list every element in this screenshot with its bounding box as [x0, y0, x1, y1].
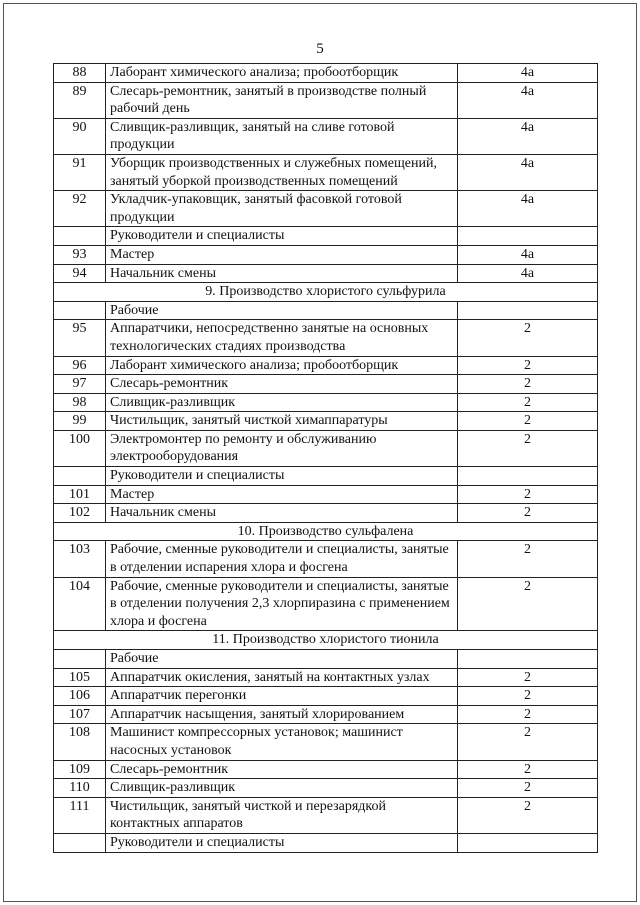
- table-row: [54, 245, 598, 264]
- row-profession: Рабочие: [106, 301, 458, 320]
- row-number: [54, 467, 106, 486]
- row-number: 104: [54, 577, 106, 631]
- table-row: [54, 191, 598, 227]
- row-profession: Аппаратчик перегонки: [106, 687, 458, 706]
- row-number: 88: [54, 64, 106, 83]
- table-body: [54, 64, 598, 853]
- row-category: 2: [458, 760, 598, 779]
- row-category: 2: [458, 356, 598, 375]
- table-row: [54, 760, 598, 779]
- table-row: [54, 412, 598, 431]
- table-row: [54, 467, 598, 486]
- table-row: [54, 118, 598, 154]
- row-category: [458, 833, 598, 852]
- table-row: [54, 779, 598, 798]
- row-category: 2: [458, 724, 598, 760]
- page-number: 5: [316, 41, 324, 57]
- row-profession: Сливщик-разливщик: [106, 393, 458, 412]
- row-profession: Рабочие, сменные руководители и специалисты, занятые в отделении получения 2,3 хлорпиразина с применением хлора и фосгена: [106, 577, 458, 631]
- row-profession: Слесарь-ремонтник: [106, 760, 458, 779]
- profession-table: [53, 63, 598, 853]
- row-category: 2: [458, 412, 598, 431]
- row-number: 95: [54, 320, 106, 356]
- row-number: 90: [54, 118, 106, 154]
- table-row: [54, 833, 598, 852]
- table-row: [54, 430, 598, 466]
- row-category: 2: [458, 779, 598, 798]
- row-profession: Рабочие: [106, 650, 458, 669]
- row-category: 4а: [458, 154, 598, 190]
- row-profession: Сливщик-разливщик: [106, 779, 458, 798]
- row-profession: Мастер: [106, 245, 458, 264]
- table-row: [54, 82, 598, 118]
- table-row: [54, 541, 598, 577]
- row-number: [54, 227, 106, 246]
- row-profession: Лаборант химического анализа; пробоотборщик: [106, 356, 458, 375]
- row-number: 107: [54, 705, 106, 724]
- row-profession: Начальник смены: [106, 264, 458, 283]
- row-profession: Руководители и специалисты: [106, 833, 458, 852]
- row-category: 2: [458, 541, 598, 577]
- row-profession: Аппаратчик окисления, занятый на контактных узлах: [106, 668, 458, 687]
- row-category: 2: [458, 485, 598, 504]
- table-row: [54, 227, 598, 246]
- table-row: [54, 154, 598, 190]
- row-category: 2: [458, 577, 598, 631]
- table-row: [54, 705, 598, 724]
- row-number: 105: [54, 668, 106, 687]
- row-profession: Слесарь-ремонтник, занятый в производстве полный рабочий день: [106, 82, 458, 118]
- row-number: 109: [54, 760, 106, 779]
- row-number: 103: [54, 541, 106, 577]
- row-number: [54, 833, 106, 852]
- section-title: 9. Производство хлористого сульфурила: [54, 283, 598, 302]
- row-number: 94: [54, 264, 106, 283]
- row-profession: Лаборант химического анализа; пробоотборщик: [106, 64, 458, 83]
- table-row: [54, 264, 598, 283]
- row-number: 93: [54, 245, 106, 264]
- row-profession: Руководители и специалисты: [106, 467, 458, 486]
- row-category: 2: [458, 668, 598, 687]
- row-category: 2: [458, 430, 598, 466]
- row-category: [458, 301, 598, 320]
- table-row: [54, 668, 598, 687]
- row-category: 4а: [458, 82, 598, 118]
- table-row: [54, 650, 598, 669]
- table-row: [54, 64, 598, 83]
- row-number: 99: [54, 412, 106, 431]
- row-number: 110: [54, 779, 106, 798]
- row-profession: Аппаратчики, непосредственно занятые на основных технологических стадиях производства: [106, 320, 458, 356]
- row-number: 101: [54, 485, 106, 504]
- row-number: 96: [54, 356, 106, 375]
- row-profession: Уборщик производственных и служебных помещений, занятый уборкой производственных помещений: [106, 154, 458, 190]
- row-category: 2: [458, 320, 598, 356]
- section-title: 11. Производство хлористого тионила: [54, 631, 598, 650]
- section-title: 10. Производство сульфалена: [54, 522, 598, 541]
- row-category: 4а: [458, 264, 598, 283]
- row-category: 4а: [458, 64, 598, 83]
- table-row: [54, 301, 598, 320]
- row-number: 100: [54, 430, 106, 466]
- table-row: [54, 724, 598, 760]
- row-category: 2: [458, 375, 598, 394]
- table-row: [54, 393, 598, 412]
- row-number: 98: [54, 393, 106, 412]
- section-row: [54, 631, 598, 650]
- row-profession: Сливщик-разливщик, занятый на сливе готовой продукции: [106, 118, 458, 154]
- table-row: [54, 577, 598, 631]
- row-profession: Аппаратчик насыщения, занятый хлорированием: [106, 705, 458, 724]
- row-category: 2: [458, 393, 598, 412]
- row-number: 106: [54, 687, 106, 706]
- row-category: [458, 227, 598, 246]
- row-profession: Чистильщик, занятый чисткой химаппаратуры: [106, 412, 458, 431]
- row-profession: Мастер: [106, 485, 458, 504]
- row-category: 2: [458, 504, 598, 523]
- row-category: 2: [458, 797, 598, 833]
- row-profession: Чистильщик, занятый чисткой и перезарядкой контактных аппаратов: [106, 797, 458, 833]
- row-profession: Электромонтер по ремонту и обслуживанию электрооборудования: [106, 430, 458, 466]
- row-number: 89: [54, 82, 106, 118]
- row-profession: Рабочие, сменные руководители и специалисты, занятые в отделении испарения хлора и фосгена: [106, 541, 458, 577]
- table-row: [54, 320, 598, 356]
- row-profession: Начальник смены: [106, 504, 458, 523]
- section-row: [54, 283, 598, 302]
- row-category: 4а: [458, 245, 598, 264]
- table-row: [54, 356, 598, 375]
- row-number: 97: [54, 375, 106, 394]
- row-number: 108: [54, 724, 106, 760]
- row-number: 91: [54, 154, 106, 190]
- table-row: [54, 687, 598, 706]
- row-number: [54, 301, 106, 320]
- section-row: [54, 522, 598, 541]
- row-profession: Слесарь-ремонтник: [106, 375, 458, 394]
- table-row: [54, 485, 598, 504]
- row-category: [458, 467, 598, 486]
- row-profession: Машинист компрессорных установок; машинист насосных установок: [106, 724, 458, 760]
- row-number: 111: [54, 797, 106, 833]
- row-number: [54, 650, 106, 669]
- row-profession: Укладчик-упаковщик, занятый фасовкой готовой продукции: [106, 191, 458, 227]
- row-number: 92: [54, 191, 106, 227]
- row-category: 4а: [458, 118, 598, 154]
- table-row: [54, 797, 598, 833]
- table-row: [54, 504, 598, 523]
- row-profession: Руководители и специалисты: [106, 227, 458, 246]
- row-category: 2: [458, 705, 598, 724]
- row-number: 102: [54, 504, 106, 523]
- row-category: [458, 650, 598, 669]
- row-category: 4а: [458, 191, 598, 227]
- row-category: 2: [458, 687, 598, 706]
- table-row: [54, 375, 598, 394]
